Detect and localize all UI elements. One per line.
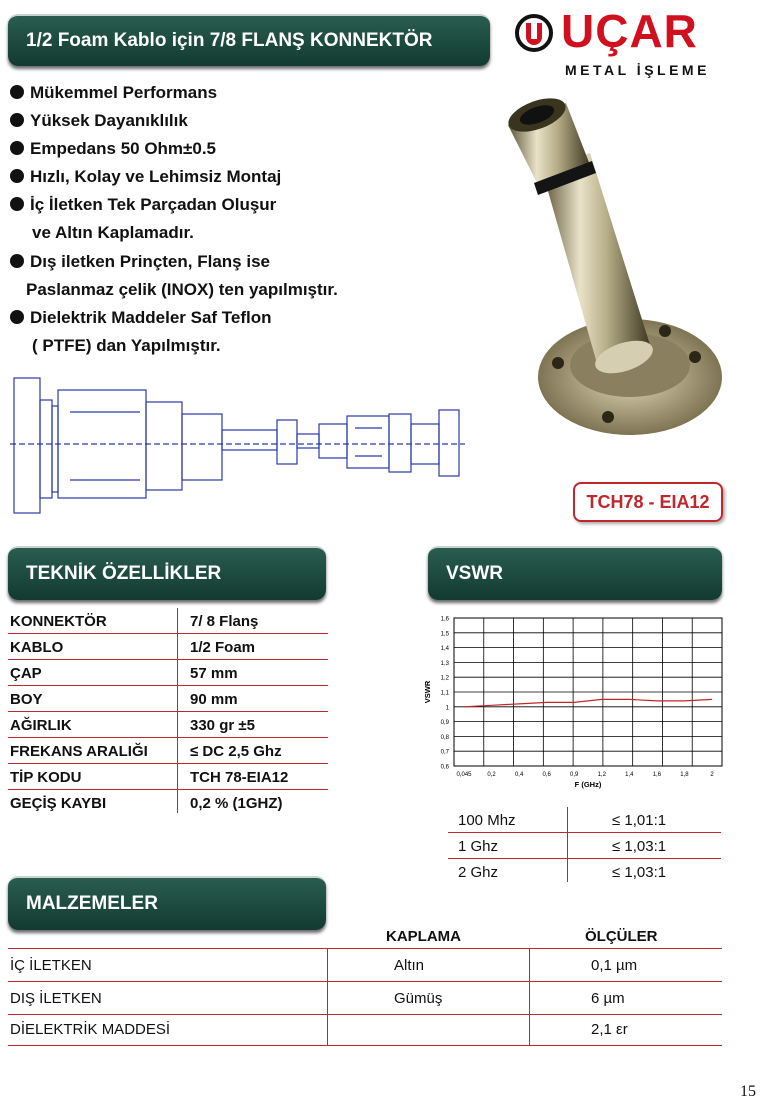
- table-row: AĞIRLIK 330 gr ±5: [8, 712, 328, 738]
- page-number: 15: [740, 1083, 756, 1100]
- brand-subtitle: METAL İŞLEME: [565, 62, 710, 78]
- y-tick-label: 1,3: [440, 660, 449, 667]
- x-tick-label: 1,4: [625, 772, 634, 778]
- feature-item: Mükemmel Performans: [10, 83, 217, 103]
- x-axis-label: F (GHz): [574, 780, 602, 789]
- x-tick-label: 0,9: [570, 772, 579, 778]
- x-tick-label: 0,4: [514, 772, 524, 778]
- x-tick-label: 0,2: [487, 772, 496, 778]
- brand-name: UÇAR: [561, 5, 698, 57]
- bullet-icon: [10, 310, 24, 324]
- vswr-banner: [428, 546, 722, 600]
- y-tick-label: 1,2: [440, 675, 449, 682]
- page-title: 1/2 Foam Kablo için 7/8 FLANŞ KONNEKTÖR: [26, 30, 433, 51]
- y-tick-label: 0,6: [440, 764, 449, 771]
- tech-specs-title: TEKNİK ÖZELLİKLER: [26, 563, 222, 584]
- vswr-chart: [418, 610, 728, 795]
- feature-item-continued: ve Altın Kaplamadır.: [32, 223, 194, 242]
- feature-item: Hızlı, Kolay ve Lehimsiz Montaj: [10, 167, 281, 187]
- y-tick-label: 1,4: [440, 646, 449, 653]
- table-row: 2 Ghz ≤ 1,03:1: [458, 864, 667, 881]
- x-tick-label: 1,8: [680, 772, 689, 778]
- y-tick-label: 1: [445, 705, 449, 712]
- title-banner: [8, 14, 490, 66]
- feature-item: Yüksek Dayanıklılık: [10, 111, 188, 131]
- table-row: 1 Ghz ≤ 1,03:1: [448, 833, 721, 859]
- column-header-plating: KAPLAMA: [386, 928, 461, 945]
- feature-item-continued: ( PTFE) dan Yapılmıştır.: [32, 336, 221, 355]
- table-row: BOY 90 mm: [8, 686, 328, 712]
- y-axis-label: VSWR: [423, 680, 432, 704]
- table-row: KONNEKTÖR 7/ 8 Flanş: [8, 608, 328, 634]
- bullet-icon: [10, 85, 24, 99]
- feature-item-continued: Paslanmaz çelik (INOX) ten yapılmıştır.: [26, 280, 338, 299]
- table-row: DİELEKTRİK MADDESİ 2,1 εr: [8, 1013, 722, 1046]
- product-photo: [490, 95, 730, 445]
- table-row: FREKANS ARALIĞI ≤ DC 2,5 Ghz: [8, 738, 328, 764]
- table-row: DIŞ İLETKEN Gümüş 6 µm: [8, 982, 722, 1015]
- table-row: 100 Mhz ≤ 1,01:1: [448, 807, 721, 833]
- y-tick-label: 1,5: [440, 631, 449, 638]
- column-header-size: ÖLÇÜLER: [585, 928, 658, 945]
- bullet-icon: [10, 197, 24, 211]
- tech-specs-banner: [8, 546, 326, 600]
- y-tick-label: 0,7: [440, 749, 449, 756]
- brand-mark-icon: [515, 14, 553, 52]
- table-row: GEÇİŞ KAYBI 0,2 % (1GHZ): [10, 795, 283, 812]
- technical-drawing: [10, 372, 465, 517]
- table-row: KABLO 1/2 Foam: [8, 634, 328, 660]
- bullet-icon: [10, 113, 24, 127]
- materials-banner: [8, 876, 326, 930]
- bullet-icon: [10, 254, 24, 268]
- y-tick-label: 1,6: [440, 616, 449, 623]
- bullet-icon: [10, 141, 24, 155]
- x-tick-label: 1,6: [652, 772, 662, 778]
- vswr-title: VSWR: [446, 563, 503, 584]
- series-line: [464, 699, 712, 706]
- x-tick-label: 0,6: [542, 772, 551, 778]
- x-tick-label: 1,2: [597, 772, 606, 778]
- y-tick-label: 0,9: [440, 720, 449, 727]
- table-row: ÇAP 57 mm: [8, 660, 328, 686]
- y-tick-label: 1,1: [440, 690, 449, 697]
- materials-title: MALZEMELER: [26, 893, 158, 914]
- feature-item: Dielektrik Maddeler Saf Teflon: [10, 308, 272, 328]
- feature-item: Empedans 50 Ohm±0.5: [10, 139, 216, 159]
- feature-item: Dış iletken Prinçten, Flanş ise: [10, 252, 270, 272]
- table-row: TİP KODU TCH 78-EIA12: [8, 764, 328, 790]
- table-row: İÇ İLETKEN Altın 0,1 µm: [8, 949, 722, 982]
- y-tick-label: 0,8: [440, 734, 449, 741]
- x-tick-label: 0,045: [456, 772, 472, 778]
- brand-logo: [513, 5, 728, 80]
- feature-item: İç İletken Tek Parçadan Oluşur: [10, 195, 276, 215]
- bullet-icon: [10, 169, 24, 183]
- product-code-badge: TCH78 - EIA12: [573, 482, 723, 522]
- x-tick-label: 2: [710, 772, 714, 778]
